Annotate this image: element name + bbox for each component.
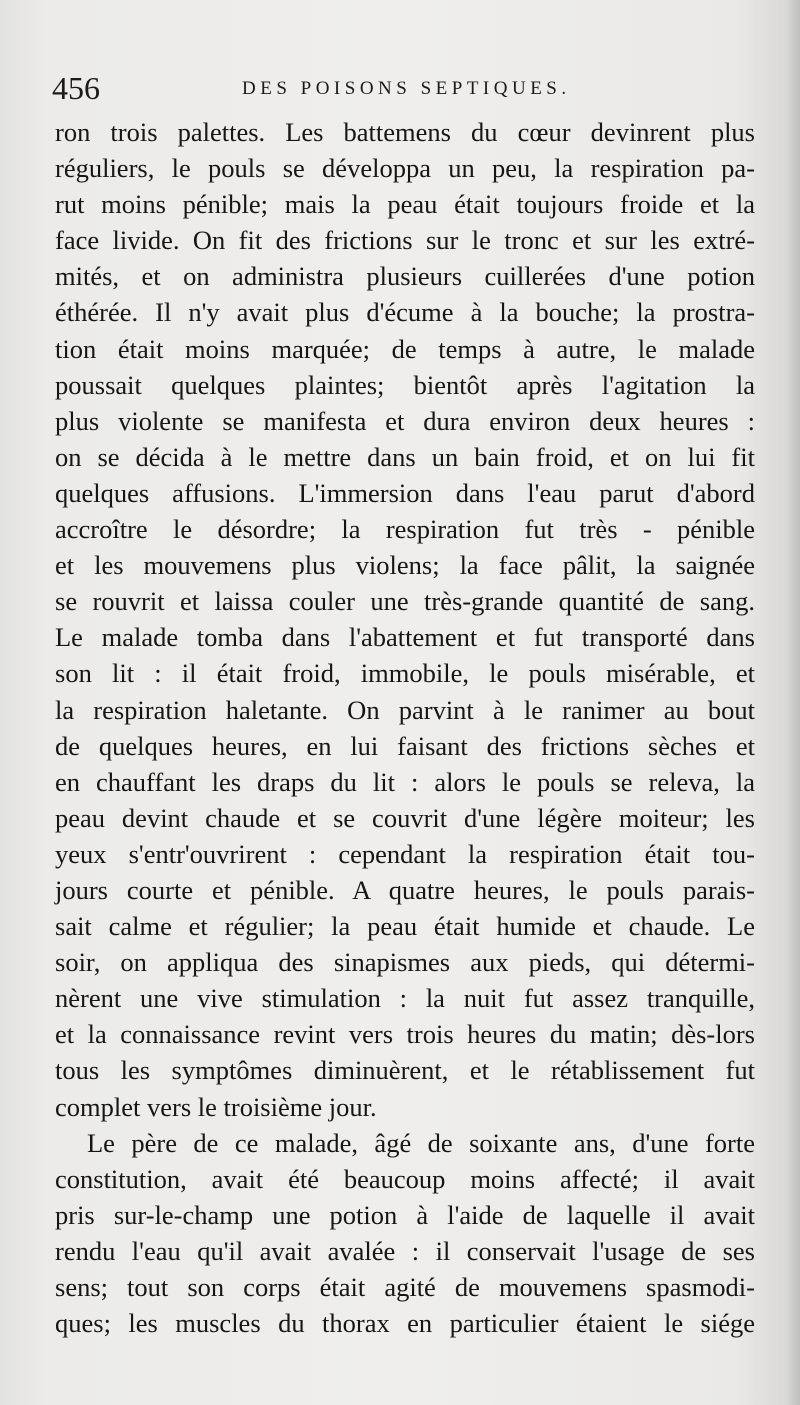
text-line: son lit : il était froid, immobile, le pouls misérable, et	[55, 658, 755, 689]
text-line: sait calme et régulier; la peau était humide et chaude. Le	[55, 911, 755, 942]
text-line: la respiration haletante. On parvint à le ranimer au bout	[55, 694, 755, 725]
text-line: se rouvrit et laissa couler une très-grande quantité de sang.	[55, 586, 755, 617]
text-line: jours courte et pénible. A quatre heures, le pouls parais-	[55, 874, 755, 905]
text-line: soir, on appliqua des sinapismes aux pieds, qui détermi-	[55, 947, 755, 978]
text-line: mités, et on administra plusieurs cuillerées d'une potion	[55, 261, 755, 292]
text-line: rendu l'eau qu'il avait avalée : il conservait l'usage de ses	[55, 1235, 755, 1266]
text-line: tion était moins marquée; de temps à autre, le malade	[55, 333, 755, 364]
page-header	[52, 66, 752, 110]
page-number: 456	[52, 70, 100, 106]
text-line: complet vers le troisième jour.	[55, 1091, 377, 1122]
text-line: ques; les muscles du thorax en particulier étaient le siége	[55, 1308, 755, 1339]
text-line: et les mouvemens plus violens; la face pâlit, la saignée	[55, 550, 755, 581]
text-line: Le malade tomba dans l'abattement et fut transporté dans	[55, 622, 755, 653]
text-line: constitution, avait été beaucoup moins affecté; il avait	[55, 1163, 755, 1194]
text-line: Le père de ce malade, âgé de soixante ans, d'une forte	[87, 1127, 755, 1158]
text-line: rut moins pénible; mais la peau était toujours froide et la	[55, 189, 755, 220]
body-text	[55, 114, 755, 1341]
text-line: accroître le désordre; la respiration fut très - pénible	[55, 514, 755, 545]
text-line: en chauffant les draps du lit : alors le pouls se releva, la	[55, 766, 755, 797]
text-line: quelques affusions. L'immersion dans l'eau parut d'abord	[55, 477, 755, 508]
text-line: face livide. On fit des frictions sur le tronc et sur les extré-	[55, 225, 755, 256]
running-title: DES POISONS SEPTIQUES.	[242, 78, 571, 99]
text-line: poussait quelques plaintes; bientôt après l'agitation la	[55, 369, 755, 400]
text-line: on se décida à le mettre dans un bain froid, et on lui fit	[55, 441, 755, 472]
text-line: pris sur-le-champ une potion à l'aide de laquelle il avait	[55, 1199, 755, 1230]
text-line: ron trois palettes. Les battemens du cœur devinrent plus	[55, 117, 755, 147]
text-line: nèrent une vive stimulation : la nuit fut assez tranquille,	[55, 983, 755, 1014]
text-line: et la connaissance revint vers trois heures du matin; dès-lors	[55, 1019, 755, 1050]
text-line: réguliers, le pouls se développa un peu, la respiration pa-	[55, 153, 755, 184]
text-line: de quelques heures, en lui faisant des frictions sèches et	[55, 730, 755, 761]
text-line: plus violente se manifesta et dura environ deux heures :	[55, 405, 755, 436]
text-line: tous les symptômes diminuèrent, et le rétablissement fut	[55, 1055, 755, 1086]
text-line: sens; tout son corps était agité de mouvemens spasmodi-	[55, 1272, 755, 1302]
text-line: yeux s'entr'ouvrirent : cependant la respiration était tou-	[55, 838, 755, 869]
text-line: peau devint chaude et se couvrit d'une légère moiteur; les	[55, 802, 755, 833]
text-line: éthérée. Il n'y avait plus d'écume à la bouche; la prostra-	[55, 297, 755, 328]
